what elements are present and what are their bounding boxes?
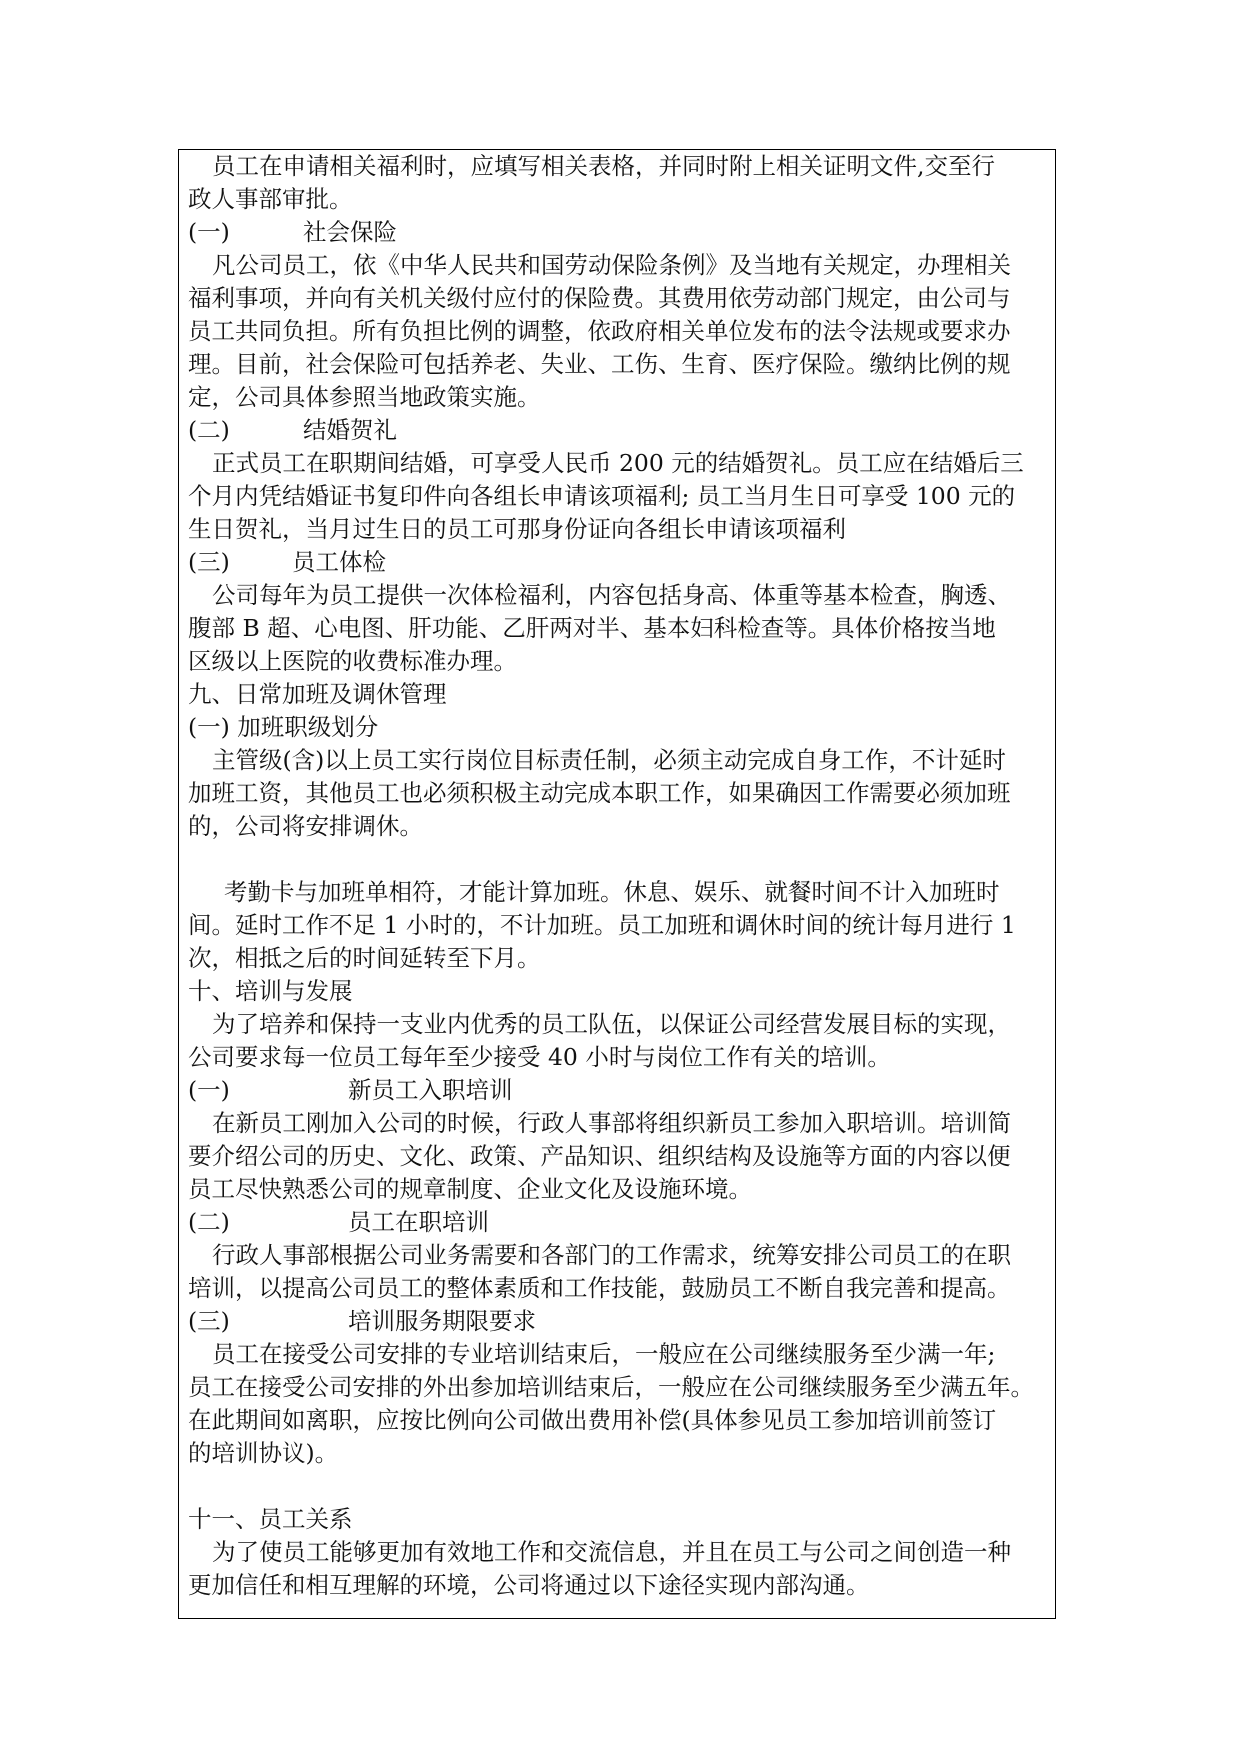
section-heading-health-check bbox=[188, 546, 1054, 579]
paragraph-line: 在新员工刚加入公司的时候，行政人事部将组织新员工参加入职培训。培训简 bbox=[212, 1109, 1011, 1137]
paragraph-line: 员工在接受公司安排的专业培训结束后，一般应在公司继续服务至少满一年; bbox=[212, 1340, 996, 1368]
paragraph-line: 考勤卡与加班单相符，才能计算加班。休息、娱乐、就餐时间不计入加班时 bbox=[224, 878, 1000, 906]
heading-title: 员工在职培训 bbox=[348, 1208, 489, 1236]
heading-number: (三) bbox=[188, 548, 230, 576]
document-body bbox=[188, 150, 1054, 1602]
paragraph-line: 凡公司员工，依《中华人民共和国劳动保险条例》及当地有关规定，办理相关 bbox=[212, 251, 1011, 279]
heading-number: (三) bbox=[188, 1307, 230, 1335]
paragraph-line: 腹部 B 超、心电图、肝功能、乙肝两对半、基本妇科检查等。具体价格按当地 bbox=[188, 614, 996, 642]
paragraph-line: 公司每年为员工提供一次体检福利，内容包括身高、体重等基本检查，胸透、 bbox=[212, 581, 1011, 609]
paragraph-line: 个月内凭结婚证书复印件向各组长申请该项福利; 员工当月生日可享受 100 元的 bbox=[188, 482, 1016, 510]
paragraph-line: 更加信任和相互理解的环境，公司将通过以下途径实现内部沟通。 bbox=[188, 1571, 870, 1599]
section-heading-onjob-training bbox=[188, 1206, 1054, 1239]
heading-number: (二) bbox=[188, 1208, 230, 1236]
paragraph-line: 培训，以提高公司员工的整体素质和工作技能，鼓励员工不断自我完善和提高。 bbox=[188, 1274, 1011, 1302]
paragraph-line: 加班工资，其他员工也必须积极主动完成本职工作，如果确因工作需要必须加班 bbox=[188, 779, 1011, 807]
paragraph-line: 员工尽快熟悉公司的规章制度、企业文化及设施环境。 bbox=[188, 1175, 752, 1203]
paragraph-line: 在此期间如离职，应按比例向公司做出费用补偿(具体参见员工参加培训前签订 bbox=[188, 1406, 997, 1434]
heading-title: 员工体检 bbox=[292, 548, 386, 576]
paragraph-line: 的，公司将安排调休。 bbox=[188, 812, 423, 840]
section-heading-service-term bbox=[188, 1305, 1054, 1338]
section-heading-wedding-gift bbox=[188, 414, 1054, 447]
paragraph-line: 行政人事部根据公司业务需要和各部门的工作需求，统筹安排公司员工的在职 bbox=[212, 1241, 1011, 1269]
paragraph-line: 的培训协议)。 bbox=[188, 1439, 339, 1467]
paragraph-line: 定，公司具体参照当地政策实施。 bbox=[188, 383, 541, 411]
chapter-heading-overtime: 九、日常加班及调休管理 bbox=[188, 680, 447, 708]
paragraph-line: 员工在接受公司安排的外出参加培训结束后，一般应在公司继续服务至少满五年。 bbox=[188, 1373, 1034, 1401]
paragraph-line: 正式员工在职期间结婚，可享受人民币 200 元的结婚贺礼。员工应在结婚后三 bbox=[212, 449, 1024, 477]
paragraph-line: 为了使员工能够更加有效地工作和交流信息，并且在员工与公司之间创造一种 bbox=[212, 1538, 1011, 1566]
paragraph-line: 为了培养和保持一支业内优秀的员工队伍，以保证公司经营发展目标的实现， bbox=[212, 1010, 1011, 1038]
section-heading-overtime-levels: (一) 加班职级划分 bbox=[188, 713, 379, 741]
paragraph-line: 生日贺礼，当月过生日的员工可那身份证向各组长申请该项福利 bbox=[188, 515, 846, 543]
heading-number: (二) bbox=[188, 416, 230, 444]
chapter-heading-training: 十、培训与发展 bbox=[188, 977, 353, 1005]
section-heading-social-insurance bbox=[188, 216, 1054, 249]
blank-line bbox=[188, 1470, 1054, 1503]
paragraph-line: 主管级(含)以上员工实行岗位目标责任制，必须主动完成自身工作，不计延时 bbox=[212, 746, 1006, 774]
heading-title: 结婚贺礼 bbox=[303, 416, 397, 444]
section-heading-onboarding-training bbox=[188, 1074, 1054, 1107]
paragraph-line: 区级以上医院的收费标准办理。 bbox=[188, 647, 517, 675]
chapter-heading-employee-relations: 十一、员工关系 bbox=[188, 1505, 353, 1533]
paragraph-line: 福利事项，并向有关机关级付应付的保险费。其费用依劳动部门规定，由公司与 bbox=[188, 284, 1011, 312]
heading-number: (一) bbox=[188, 218, 230, 246]
paragraph-line: 员工共同负担。所有负担比例的调整，依政府相关单位发布的法令法规或要求办 bbox=[188, 317, 1011, 345]
paragraph-line: 员工在申请相关福利时，应填写相关表格，并同时附上相关证明文件,交至行 bbox=[212, 152, 995, 180]
paragraph-line: 要介绍公司的历史、文化、政策、产品知识、组织结构及设施等方面的内容以便 bbox=[188, 1142, 1011, 1170]
heading-title: 培训服务期限要求 bbox=[348, 1307, 536, 1335]
paragraph-line: 政人事部审批。 bbox=[188, 185, 353, 213]
paragraph-line: 公司要求每一位员工每年至少接受 40 小时与岗位工作有关的培训。 bbox=[188, 1043, 891, 1071]
paragraph-line: 间。延时工作不足 1 小时的，不计加班。员工加班和调休时间的统计每月进行 1 bbox=[188, 911, 1016, 939]
paragraph-line: 次，相抵之后的时间延转至下月。 bbox=[188, 944, 541, 972]
heading-number: (一) bbox=[188, 1076, 230, 1104]
heading-title: 社会保险 bbox=[303, 218, 397, 246]
paragraph-line: 理。目前，社会保险可包括养老、失业、工伤、生育、医疗保险。缴纳比例的规 bbox=[188, 350, 1011, 378]
blank-line bbox=[188, 843, 1054, 876]
heading-title: 新员工入职培训 bbox=[348, 1076, 513, 1104]
